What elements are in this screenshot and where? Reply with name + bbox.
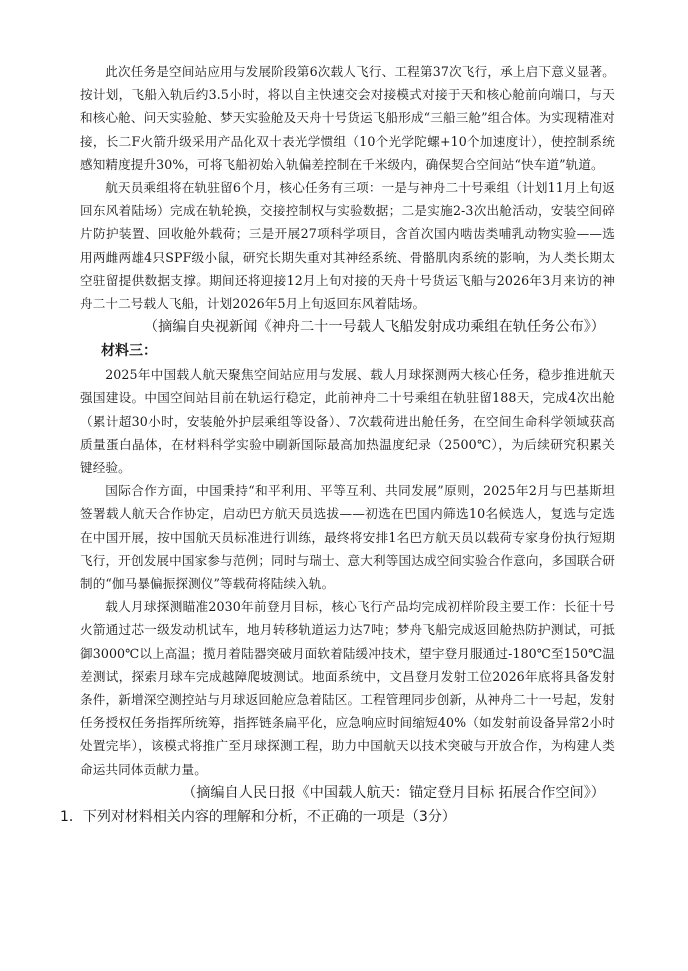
material3-source: （摘编自人民日报《中国载人航天：锚定登月目标 拓展合作空间》） (181, 784, 605, 801)
material2-paragraph-1: 此次任务是空间站应用与发展阶段第6次载人飞行、工程第37次飞行，承上启下意义显著。按计划，飞船入轨后约3.5小时，将以自主快速交会对接模式对接于天和核心舱前向端口，与天和核心舱、问天实验舱、梦天实验舱及天舟十号货运飞船形成“三船三舱”组合体。为实现精准对接，长二F火箭升级采用产品化双十表光学惯组（10个光学陀螺+10个加速度计），使控制系统感知精度提升30%，可将飞船初始入轨偏差控制在千米级内，确保契合空间站“快车道”轨道。 (80, 64, 615, 172)
document-page (60, 60, 615, 829)
material3-heading: 材料三： (101, 343, 157, 360)
material3-paragraph-3: 载人月球探测瞄准2030年前登月目标，核心飞行产品均完成初样阶段主要工作：长征十号火箭通过芯一级发动机试车，地月转移轨道运力达7吨；梦舟飞船完成返回舱热防护测试，可抵御3000℃以上高温；揽月着陆器突破月面软着陆缓冲技术，望宇登月服通过-180℃至150℃温差测试，探索月球车完成越障爬坡测试。地面系统中，文昌登月发射工位2026年底将具备发射条件，新增深空测控站与月球返回舱应急着陆区。工程管理同步创新，从神舟二十一号起，发射任务授权任务指挥所统筹，指挥链条扁平化，应急响应时间缩短40%（如发射前设备异常2小时处置完毕），该模式将推广至月球探测工程，助力中国航天以技术突破与开放合作，为构建人类命运共同体贡献力量。 (80, 599, 615, 777)
material2-source: （摘编自央视新闻《神舟二十一号载人飞船发射成功乘组在轨任务公布》） (143, 319, 605, 336)
material3-paragraph-2: 国际合作方面，中国秉持“和平利用、平等互利、共同发展”原则，2025年2月与巴基斯坦签署载人航天合作协定，启动巴方航天员选拔——初选在巴国内筛选10名候选人，复选与定选在中国开展，按中国航天员标准进行训练，最终将安排1名巴方航天员以载荷专家身份执行短期飞行，开创发展中国家参与范例；同时与瑞士、意大利等国达成空间实验合作意向，多国联合研制的“伽马暴偏振探测仪”等载荷将陆续入轨。 (80, 483, 615, 592)
material2-paragraph-2: 航天员乘组将在轨驻留6个月，核心任务有三项：一是与神舟二十号乘组（计划11月上旬返回东风着陆场）完成在轨轮换，交接控制权与实验数据；二是实施2-3次出舱活动，安装空间碎片防护装置、回收舱外载荷；三是开展27项科学项目，含首次国内啮齿类哺乳动物实验——选用两雌两雄4只SPF级小鼠，研究长期失重对其神经系统、骨骼肌肉系统的影响，为人类长期太空驻留提供数据支撑。期间还将迎接12月上旬对接的天舟十号货运飞船与2026年3月来访的神舟二十二号载人飞船，计划2026年5月上旬返回东风着陆场。 (80, 180, 615, 312)
question-1: 1．下列对材料相关内容的理解和分析，不正确的一项是（3分） (60, 808, 456, 825)
material3-paragraph-1: 2025年中国载人航天聚焦空间站应用与发展、载人月球探测两大核心任务，稳步推进航天强国建设。中国空间站目前在轨运行稳定，此前神舟二十号乘组在轨驻留188天，完成4次出舱（累计超30小时，安装舱外护层乘组等设备）、7次载荷进出舱任务，在空间生命科学领域获高质量蛋白晶体，在材料科学实验中刷新国际最高加热温度纪录（2500℃），为后续研究积累关键经验。 (80, 367, 615, 476)
